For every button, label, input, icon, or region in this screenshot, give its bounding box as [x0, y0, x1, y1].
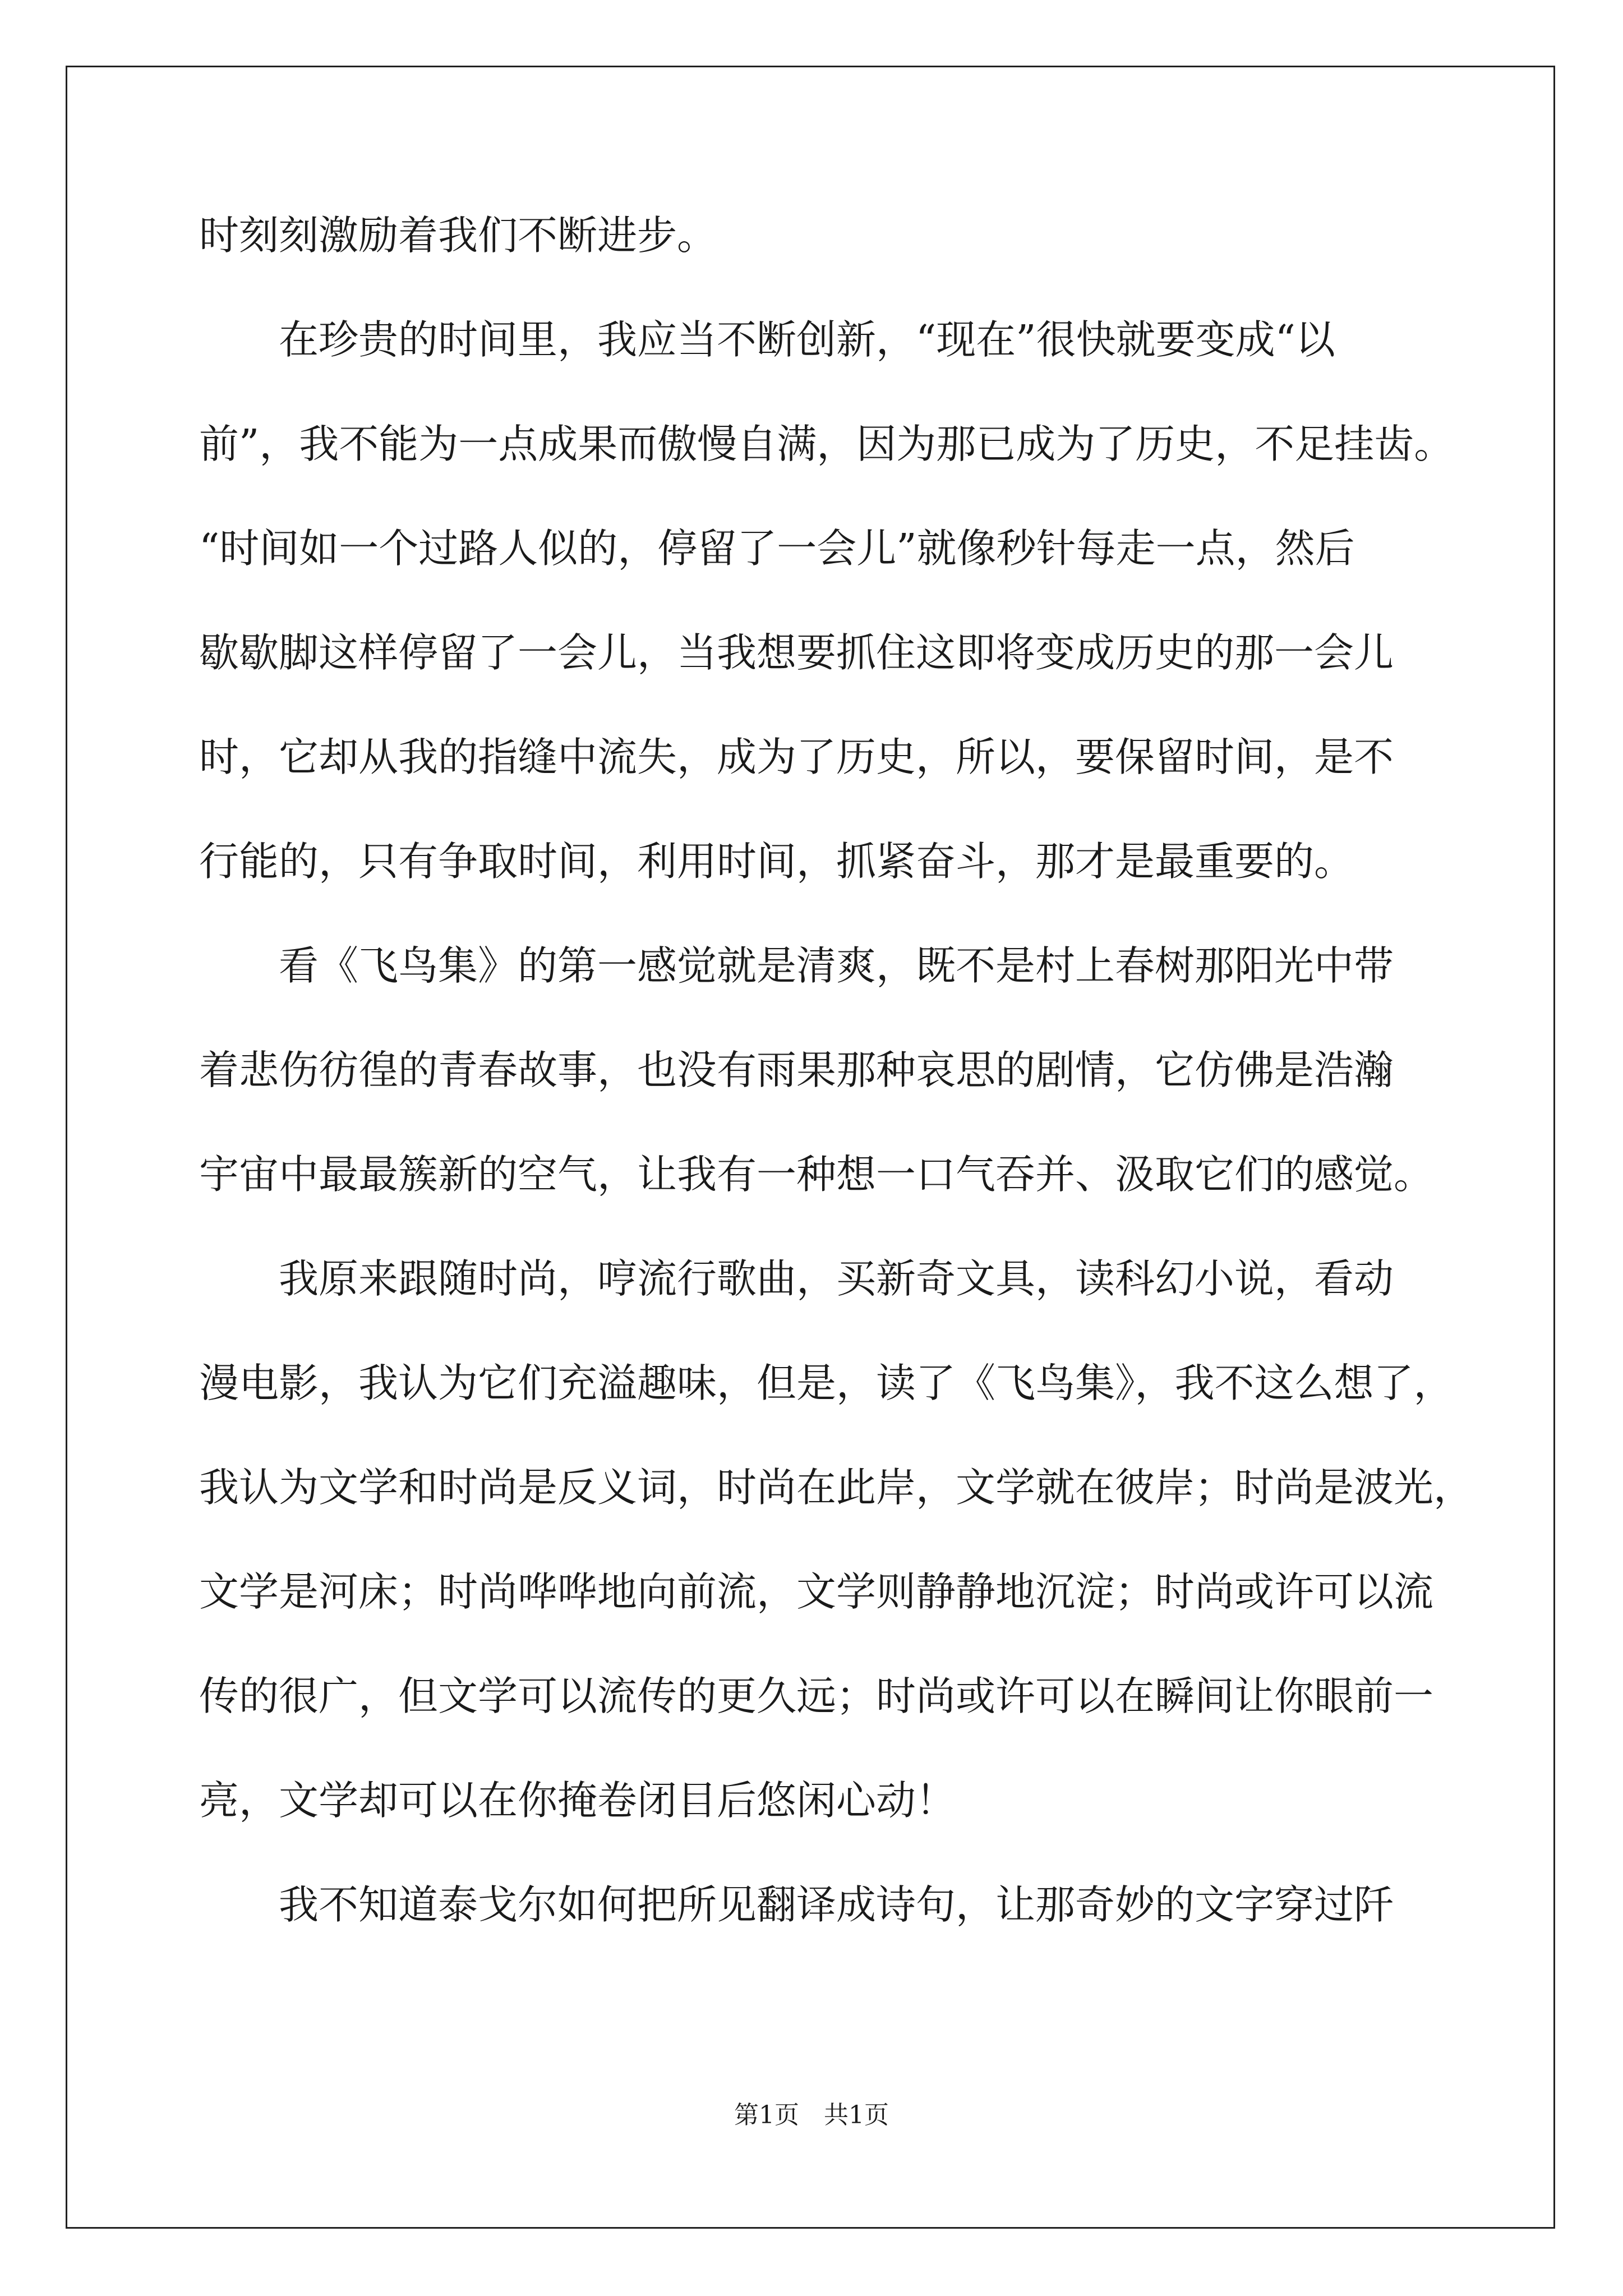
text-line: 时，它却从我的指缝中流失，成为了历史，所以，要保留时间，是不 — [199, 734, 1394, 780]
text-line: 亮，文学却可以在你掩卷闭目后悠闲心动！ — [199, 1777, 956, 1824]
paragraph-start-line: 我不知道泰戈尔如何把所见翻译成诗句，让那奇妙的文字穿过阡 — [279, 1881, 1394, 1928]
page-number-total: 共1页 — [824, 2101, 889, 2129]
text-line: 我认为文学和时尚是反义词，时尚在此岸，文学就在彼岸；时尚是波光， — [199, 1464, 1474, 1511]
text-line: “时间如一个过路人似的，停留了一会儿”就像秒针每走一点，然后 — [199, 525, 1355, 572]
text-line: 歇歇脚这样停留了一会儿，当我想要抓住这即将变成历史的那一会儿 — [199, 629, 1394, 676]
page-footer — [0, 2099, 1623, 2132]
text-line: 漫电影，我认为它们充溢趣味，但是，读了《飞鸟集》，我不这么想了， — [199, 1360, 1454, 1406]
text-line: 传的很广，但文学可以流传的更久远；时尚或许可以在瞬间让你眼前一 — [199, 1673, 1434, 1719]
text-line: 行能的，只有争取时间，利用时间，抓紧奋斗，那才是最重要的。 — [199, 838, 1354, 885]
page-number-current: 第1页 — [734, 2101, 799, 2129]
paragraph-start-line: 在珍贵的时间里，我应当不断创新，“现在”很快就要变成“以 — [279, 316, 1335, 363]
text-line: 前”，我不能为一点成果而傲慢自满，因为那已成为了历史，不足挂齿。 — [199, 421, 1454, 467]
paragraph-start-line: 看《飞鸟集》的第一感觉就是清爽，既不是村上春树那阳光中带 — [279, 942, 1394, 989]
paragraph-start-line: 我原来跟随时尚，哼流行歌曲，买新奇文具，读科幻小说，看动 — [279, 1255, 1394, 1302]
document-body — [199, 208, 1474, 1981]
text-line: 宇宙中最最簇新的空气，让我有一种想一口气吞并、汲取它们的感觉。 — [199, 1151, 1434, 1198]
text-line: 着悲伤彷徨的青春故事，也没有雨果那种哀思的剧情，它仿佛是浩瀚 — [199, 1047, 1394, 1093]
text-line: 文学是河床；时尚哗哗地向前流，文学则静静地沉淀；时尚或许可以流 — [199, 1568, 1434, 1615]
text-line: 时刻刻激励着我们不断进步。 — [199, 212, 717, 259]
